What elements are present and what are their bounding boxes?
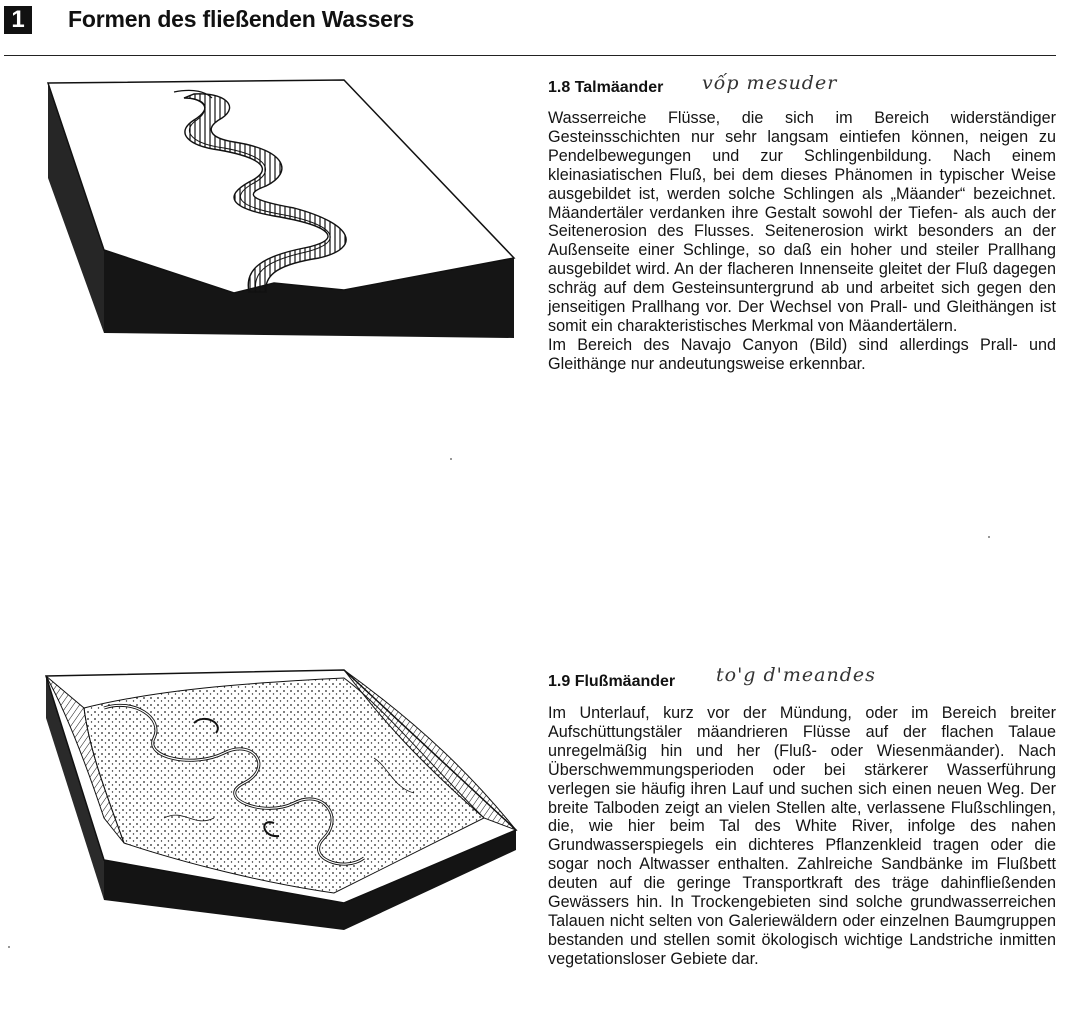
chapter-number-badge: 1: [4, 6, 32, 34]
paragraph-talmaeander-2: Im Bereich des Navajo Canyon (Bild) sind allerdings Prall- und Gleithänge nur andeutungsweise erkennbar.: [548, 335, 1056, 373]
scan-speck: [450, 458, 452, 460]
section-heading-talmaeander: 1.8 Talmäander: [548, 79, 664, 96]
scan-speck: [988, 536, 990, 538]
section-body-talmaeander: [548, 109, 1056, 374]
paragraph-flussmaeander-1: Im Unterlauf, kurz vor der Mündung, oder im Bereich breiter Aufschüttungstäler mäandrieren Flüsse auf der flachen Talaue unregelmäßig hin und her (Fluß- oder Wiesenmäander). Nach Überschwemmungsperioden oder bei stärkerer Wasserführung verlegen sie häufig ihren Lauf und suchen sich einen neuen Weg. Der breite Talboden zeigt an vielen Stellen alte, verlassene Flußschlingen, die, wie hier beim Tal des White River, infolge des nahen Grundwasserspiegels ein dichteres Pflanzenkleid tragen oder die sogar noch Altwasser enthalten. Zahlreiche Sandbänke im Flußbett deuten auf die geringe Transportkraft des träge dahinfließenden Gewässers hin. In Trockengebieten sind solche grundwasserreichen Talauen nicht selten von Galeriewäldern oder einzelnen Baumgruppen bestanden und stellen somit ökologisch wichtige Landstriche inmitten vegetationsloser Gebiete dar.: [548, 704, 1056, 968]
scan-speck: [8, 946, 10, 948]
page-title: Formen des fließenden Wassers: [68, 6, 415, 32]
incised-meander-block-diagram-icon: [44, 78, 524, 338]
paragraph-talmaeander-1: Wasserreiche Flüsse, die sich im Bereich widerständiger Gesteinsschichten nur sehr langsam eintiefen können, neigen zu Pendelbewegungen und zur Schlingenbildung. Nach einem kleinasiatischen Fluß, bei dem dieses Phänomen in typischer Weise ausgebildet ist, werden solche Schlingen als „Mäander“ bezeichnet. Mäandertäler verdanken ihre Gestalt sowohl der Tiefen- als auch der Seitenerosion des Flusses. Seitenerosion wirkt besonders an der Außenseite einer Schlinge, so daß ein hoher und steiler Prallhang ausgebildet wird. An der flacheren Innenseite gleitet der Fluß dagegen schräg auf dem Gesteinsuntergrund ab und arbeitet sich gegen den jenseitigen Prallhang vor. Der Wechsel von Prall- und Gleithängen ist somit ein charakteristisches Merkmal von Mäandertälern.: [548, 109, 1056, 335]
section-heading-flussmaeander: 1.9 Flußmäander: [548, 673, 676, 690]
section-body-flussmaeander: [548, 704, 1056, 969]
floodplain-meander-block-diagram-icon: [44, 668, 524, 948]
handwritten-note-flussmaeander: to'g d'meandes: [716, 664, 876, 686]
header-divider: [4, 55, 1056, 56]
handwritten-note-talmaeander: vốp mesuder: [702, 72, 838, 94]
